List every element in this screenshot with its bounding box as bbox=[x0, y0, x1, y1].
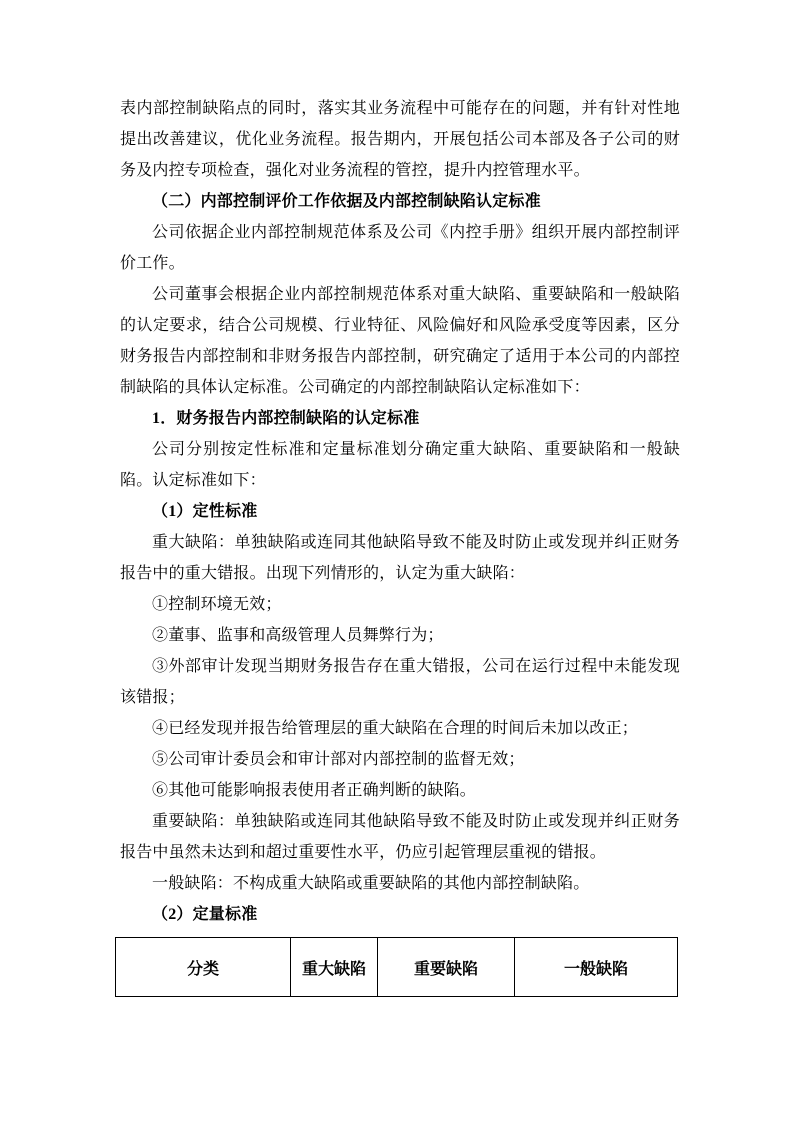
page-content bbox=[120, 93, 680, 997]
heading-qualitative-standard: （1）定性标准 bbox=[152, 503, 258, 520]
heading-section-2: （二）内部控制评价工作依据及内部控制缺陷认定标准 bbox=[152, 193, 541, 210]
table-header-row bbox=[116, 938, 678, 997]
para-evaluation-basis: 公司依据企业内部控制规范体系及公司《内控手册》组织开展内部控制评价工作。 bbox=[120, 224, 680, 272]
list-item-circle-3: ③外部审计发现当期财务报告存在重大错报，公司在运行过程中未能发现该错报； bbox=[120, 658, 680, 706]
list-item-circle-5: ⑤公司审计委员会和审计部对内部控制的监督无效； bbox=[152, 751, 525, 768]
list-item-circle-6: ⑥其他可能影响报表使用者正确判断的缺陷。 bbox=[152, 782, 477, 799]
heading-financial-report-criteria: 1．财务报告内部控制缺陷的认定标准 bbox=[152, 410, 420, 427]
para-major-deficiency: 重大缺陷：单独缺陷或连同其他缺陷导致不能及时防止或发现并纠正财务报告中的重大错报。出现下列情形的，认定为重大缺陷： bbox=[120, 534, 680, 582]
para-general-deficiency: 一般缺陷：不构成重大缺陷或重要缺陷的其他内部控制缺陷。 bbox=[152, 875, 590, 892]
para-significant-deficiency: 重要缺陷：单独缺陷或连同其他缺陷导致不能及时防止或发现并纠正财务报告中虽然未达到和超过重要性水平，仍应引起管理层重视的错报。 bbox=[120, 813, 680, 861]
table-header-significant-deficiency: 重要缺陷 bbox=[378, 938, 515, 997]
table-header-category: 分类 bbox=[116, 938, 291, 997]
list-item-circle-1: ①控制环境无效； bbox=[152, 596, 282, 613]
table-header-major-deficiency: 重大缺陷 bbox=[291, 938, 378, 997]
list-item-circle-2: ②董事、监事和高级管理人员舞弊行为； bbox=[152, 627, 444, 644]
para-board-criteria: 公司董事会根据企业内部控制规范体系对重大缺陷、重要缺陷和一般缺陷的认定要求，结合公司规模、行业特征、风险偏好和风险承受度等因素，区分财务报告内部控制和非财务报告内部控制，研究确定了适用于本公司的内部控制缺陷的具体认定标准。公司确定的内部控制缺陷认定标准如下： bbox=[120, 286, 680, 396]
continued-paragraph: 表内部控制缺陷点的同时，落实其业务流程中可能存在的问题，并有针对性地提出改善建议，优化业务流程。报告期内，开展包括公司本部及各子公司的财务及内控专项检查，强化对业务流程的管控，提升内控管理水平。 bbox=[120, 100, 680, 179]
heading-quantitative-standard: （2）定量标准 bbox=[152, 906, 258, 923]
list-item-circle-4: ④已经发现并报告给管理层的重大缺陷在合理的时间后未加以改正； bbox=[152, 720, 639, 737]
table-header-general-deficiency: 一般缺陷 bbox=[515, 938, 678, 997]
quantitative-standard-table bbox=[115, 937, 678, 997]
para-qualitative-quantitative: 公司分别按定性标准和定量标准划分确定重大缺陷、重要缺陷和一般缺陷。认定标准如下： bbox=[120, 441, 680, 489]
